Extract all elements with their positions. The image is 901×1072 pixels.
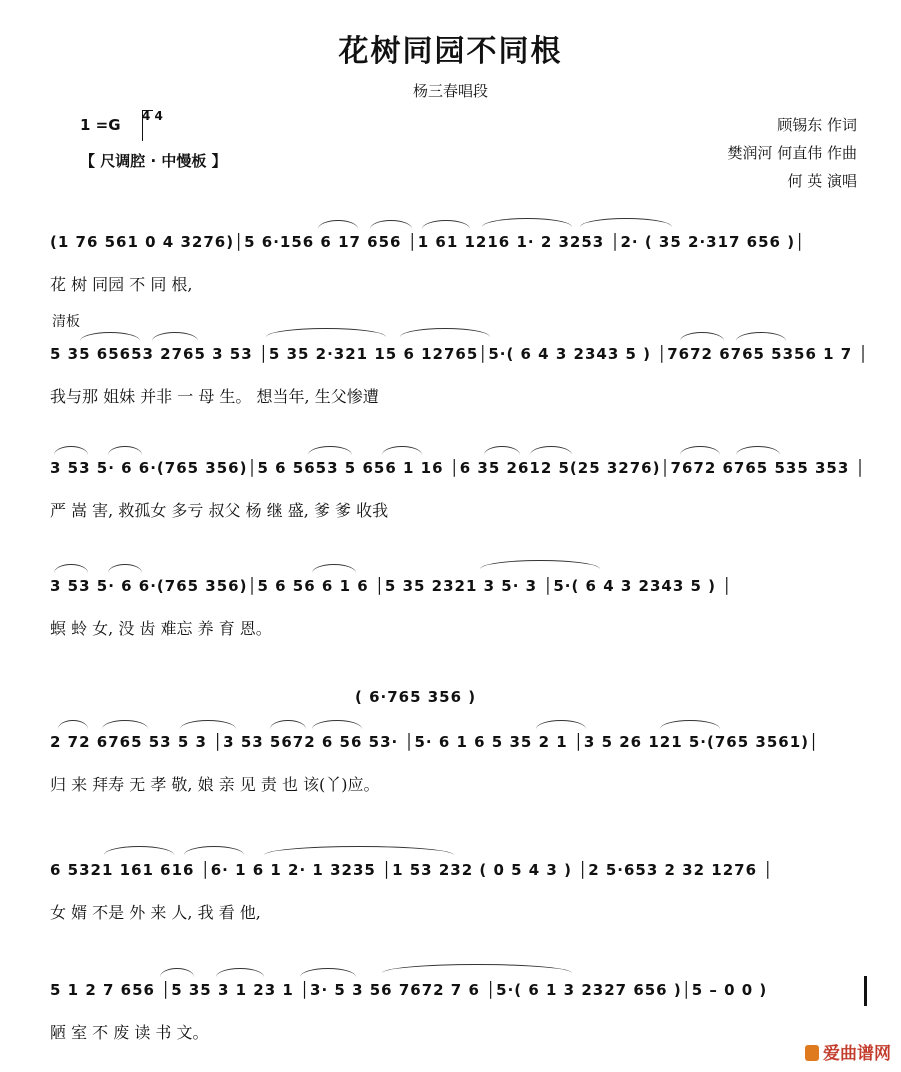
notes-line-5: 2 72 6765 53 5 3 │3 53 5672 6 56 53· │5· 6 1 6 5 35 2 1 │3 5 26 121 5·(765 3561)│ (50, 733, 820, 751)
lyricist-credit: 顾锡东 作词 (777, 116, 857, 134)
time-signature (142, 110, 163, 123)
lyrics-line-5: 归 来 拜寿 无 孝 敬, 娘 亲 见 责 也 该(丫)应。 (50, 775, 380, 794)
watermark-text: 爱曲谱网 (823, 1044, 891, 1064)
key-signature: 1 =G (80, 116, 121, 134)
song-title: 花树同园不同根 (338, 34, 563, 69)
music-note-icon (805, 1045, 819, 1061)
singer-credit: 何 英 演唱 (787, 172, 857, 190)
lyrics-line-7: 陋 室 不 废 读 书 文。 (50, 1023, 209, 1042)
upper-note-line: ( 6·765 356 ) (355, 688, 477, 706)
composer-credit: 樊润河 何直伟 作曲 (727, 144, 857, 162)
notes-line-6: 6 5321 161 616 │6· 1 6 1 2· 1 3235 │1 53 232 ( 0 5 4 3 ) │2 5·653 2 32 1276 │ (50, 861, 774, 879)
tempo-style: 【 尺调腔 · 中慢板 】 (80, 152, 227, 170)
notes-line-3: 3 53 5· 6 6·(765 356)│5 6 5653 5 656 1 16 │6 35 2612 5(25 3276)│7672 6765 535 353 │ (50, 459, 866, 477)
tempo-marking: 清板 (52, 314, 80, 330)
final-barline (864, 976, 867, 1006)
lyrics-line-3: 严 嵩 害, 救孤女 多亏 叔父 杨 继 盛, 爹 爹 收我 (50, 501, 389, 520)
watermark-logo (805, 1039, 891, 1064)
song-subtitle: 杨三春唱段 (412, 82, 488, 100)
notes-line-4: 3 53 5· 6 6·(765 356)│5 6 56 6 1 6 │5 35 2321 3 5· 3 │5·( 6 4 3 2343 5 ) │ (50, 577, 733, 595)
lyrics-line-4: 螟 蛉 女, 没 齿 难忘 养 育 恩。 (50, 619, 272, 638)
notes-line-2: 5 35 65653 2765 3 53 │5 35 2·321 15 6 12765│5·( 6 4 3 2343 5 ) │7672 6765 5356 1 7 │ (50, 345, 869, 363)
lyrics-line-6: 女 婿 不是 外 来 人, 我 看 他, (50, 903, 261, 922)
notes-line-1: (1 76 561 0 4 3276)│5 6·156 6 17 656 │1 61 1216 1· 2 3253 │2· ( 35 2·317 656 )│ (50, 233, 806, 251)
notes-line-7: 5 1 2 7 656 │5 35 3 1 23 1 │3· 5 3 56 7672 7 6 │5·( 6 1 3 2327 656 )│5 – 0 0 ) (50, 981, 768, 999)
lyrics-line-2: 我与那 姐妹 并非 一 母 生。 想当年, 生父惨遭 (50, 387, 379, 406)
meter-bottom: 4 (154, 109, 163, 123)
meter-top: 4 (142, 109, 151, 123)
lyrics-line-1: 花 树 同园 不 同 根, (50, 275, 193, 294)
